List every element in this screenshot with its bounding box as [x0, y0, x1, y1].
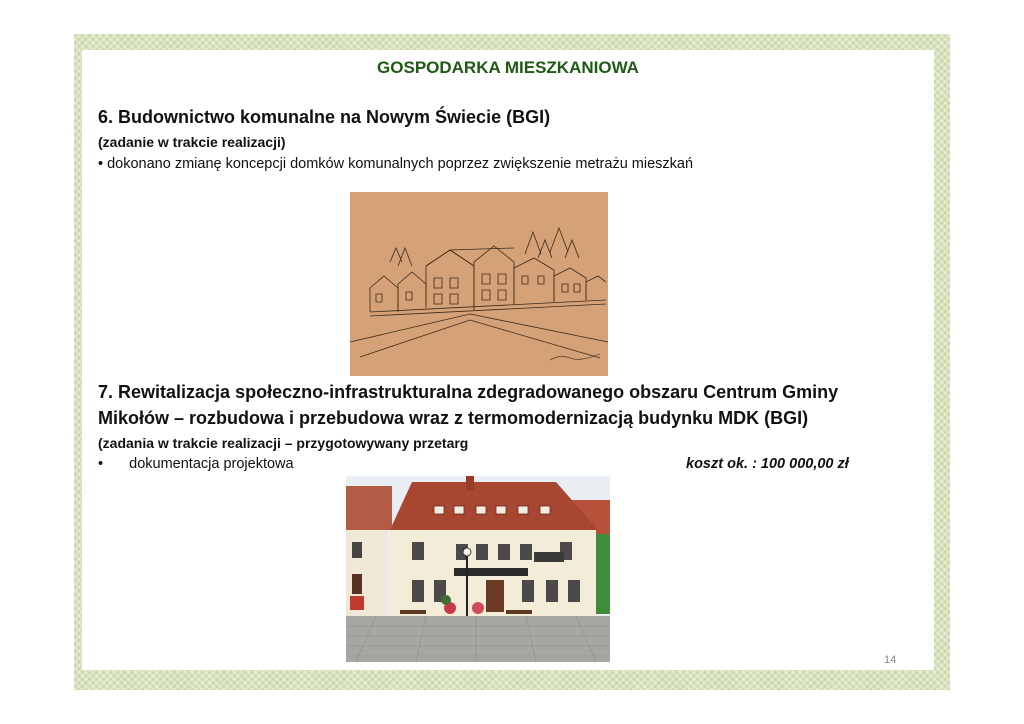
section7-heading-line1: 7. Rewitalizacja społeczno-infrastrukturalna zdegradowanego obszaru Centrum Gminy	[98, 382, 839, 402]
section6-status: (zadanie w trakcie realizacji)	[98, 134, 286, 150]
slide-content	[82, 50, 934, 670]
building-photo-image	[346, 476, 610, 662]
architectural-sketch-image	[350, 192, 608, 376]
bullet-marker: •	[98, 156, 104, 172]
page-number: 14	[884, 654, 897, 666]
section6-bullet	[98, 156, 693, 172]
section7-cost: koszt ok. : 100 000,00 zł	[686, 456, 849, 472]
section7-status: (zadania w trakcie realizacji – przygotowywany przetarg	[98, 435, 469, 451]
section7-heading-line2: Mikołów – rozbudowa i przebudowa wraz z termomodernizacją budynku MDK (BGI)	[98, 408, 809, 428]
section7-bullet	[98, 456, 294, 472]
bullet-marker: •	[98, 456, 104, 472]
section6-heading: 6. Budownictwo komunalne na Nowym Świecie (BGI)	[98, 107, 551, 127]
section6-bullet-text: dokonano zmianę koncepcji domków komunalnych poprzez zwiększenie metrażu mieszkań	[107, 156, 694, 172]
section7-bullet-text: dokumentacja projektowa	[129, 456, 294, 472]
slide-title: GOSPODARKA MIESZKANIOWA	[377, 58, 639, 77]
